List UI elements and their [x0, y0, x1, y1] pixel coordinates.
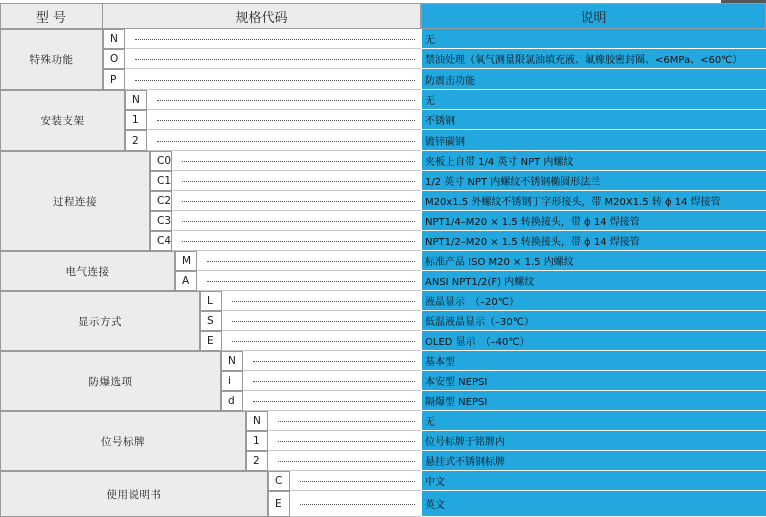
dotted-leader — [135, 59, 415, 60]
option-description: 禁油处理（氧气测量限氯油填充液、氟橡胶密封圈、<6MPa、<60℃） — [421, 49, 766, 69]
option-description: OLED 显示 （–40℃） — [421, 331, 766, 351]
option-description: 英文 — [421, 491, 766, 517]
option-code: E — [200, 331, 222, 351]
dotted-leader — [207, 281, 415, 282]
dotted-leader — [157, 141, 415, 142]
dotted-leader — [135, 80, 415, 81]
option-description: 无 — [421, 411, 766, 431]
group-label: 位号标牌 — [0, 411, 246, 471]
dotted-leader — [253, 401, 415, 402]
option-description: 本安型 NEPSI — [421, 371, 766, 391]
dotted-leader — [182, 181, 415, 182]
dotted-leader — [182, 241, 415, 242]
option-code: C — [268, 471, 290, 491]
group-label: 防爆选项 — [0, 351, 221, 411]
option-description: M20x1.5 外螺纹不锈钢丁字形接头，带 M20X1.5 转 ϕ 14 焊接管 — [421, 191, 766, 211]
option-code: C2 — [150, 191, 172, 211]
option-description: ANSI NPT1/2(F) 内螺纹 — [421, 271, 766, 291]
option-code: 2 — [125, 130, 147, 151]
header-code: 规格代码 — [235, 10, 288, 26]
option-description: 液晶显示 （–20℃） — [421, 291, 766, 311]
option-description: 夹板上自带 1/4 英寸 NPT 内螺纹 — [421, 151, 766, 171]
option-description: 标准产品 ISO M20 × 1.5 内螺纹 — [421, 251, 766, 271]
dotted-leader — [232, 341, 415, 342]
dotted-leader — [182, 161, 415, 162]
option-description: 位号标牌于铭牌内 — [421, 431, 766, 451]
group-label: 使用说明书 — [0, 471, 268, 517]
dotted-leader — [207, 261, 415, 262]
option-description: 基本型 — [421, 351, 766, 371]
dotted-leader — [182, 201, 415, 202]
dotted-leader — [278, 421, 415, 422]
header-desc: 说明 — [580, 10, 607, 26]
option-code: E — [268, 491, 290, 517]
dotted-leader — [232, 301, 415, 302]
option-description: 低温液晶显示（–30℃） — [421, 311, 766, 331]
option-code: N — [246, 411, 268, 431]
option-description: 无 — [421, 90, 766, 110]
group-label: 特殊功能 — [0, 29, 103, 90]
option-code: C0 — [150, 151, 172, 171]
option-code: N — [125, 90, 147, 110]
option-code: C4 — [150, 231, 172, 251]
option-code: 1 — [246, 431, 268, 451]
option-code: M — [175, 251, 197, 271]
option-description: 中文 — [421, 471, 766, 491]
group-label: 过程连接 — [0, 151, 150, 251]
option-code: C3 — [150, 211, 172, 231]
option-description: 不锈钢 — [421, 110, 766, 130]
dotted-leader — [232, 321, 415, 322]
option-code: 2 — [246, 451, 268, 471]
option-code: 1 — [125, 110, 147, 130]
dotted-leader — [157, 120, 415, 121]
option-code: A — [175, 271, 197, 291]
option-description: NPT1/2–M20 × 1.5 转换接头，带 ϕ 14 焊接管 — [421, 231, 766, 251]
dotted-leader — [182, 221, 415, 222]
group-label: 显示方式 — [0, 291, 200, 351]
dotted-leader — [135, 39, 415, 40]
option-code: S — [200, 311, 222, 331]
option-code: C1 — [150, 171, 172, 191]
option-description: 1/2 英寸 NPT 内螺纹不锈钢椭圆形法兰 — [421, 171, 766, 191]
dotted-leader — [278, 461, 415, 462]
group-label: 安装支架 — [0, 90, 125, 151]
option-code: O — [103, 49, 125, 69]
option-description: NPT1/4–M20 × 1.5 转换接头，带 ϕ 14 焊接管 — [421, 211, 766, 231]
dotted-leader — [278, 441, 415, 442]
group-label: 电气连接 — [0, 251, 175, 291]
dotted-leader — [253, 381, 415, 382]
option-description: 镀锌碳钢 — [421, 130, 766, 151]
option-code: i — [221, 371, 243, 391]
option-description: 防震击功能 — [421, 69, 766, 90]
option-code: d — [221, 391, 243, 411]
option-description: 悬挂式不锈钢标牌 — [421, 451, 766, 471]
option-code: N — [103, 29, 125, 49]
header-type: 型 号 — [35, 10, 67, 26]
option-description: 无 — [421, 29, 766, 49]
option-description: 隔爆型 NEPSI — [421, 391, 766, 411]
dotted-leader — [300, 481, 415, 482]
option-code: N — [221, 351, 243, 371]
option-code: P — [103, 69, 125, 90]
option-code: L — [200, 291, 222, 311]
dotted-leader — [253, 361, 415, 362]
dotted-leader — [300, 504, 415, 505]
dotted-leader — [157, 100, 415, 101]
